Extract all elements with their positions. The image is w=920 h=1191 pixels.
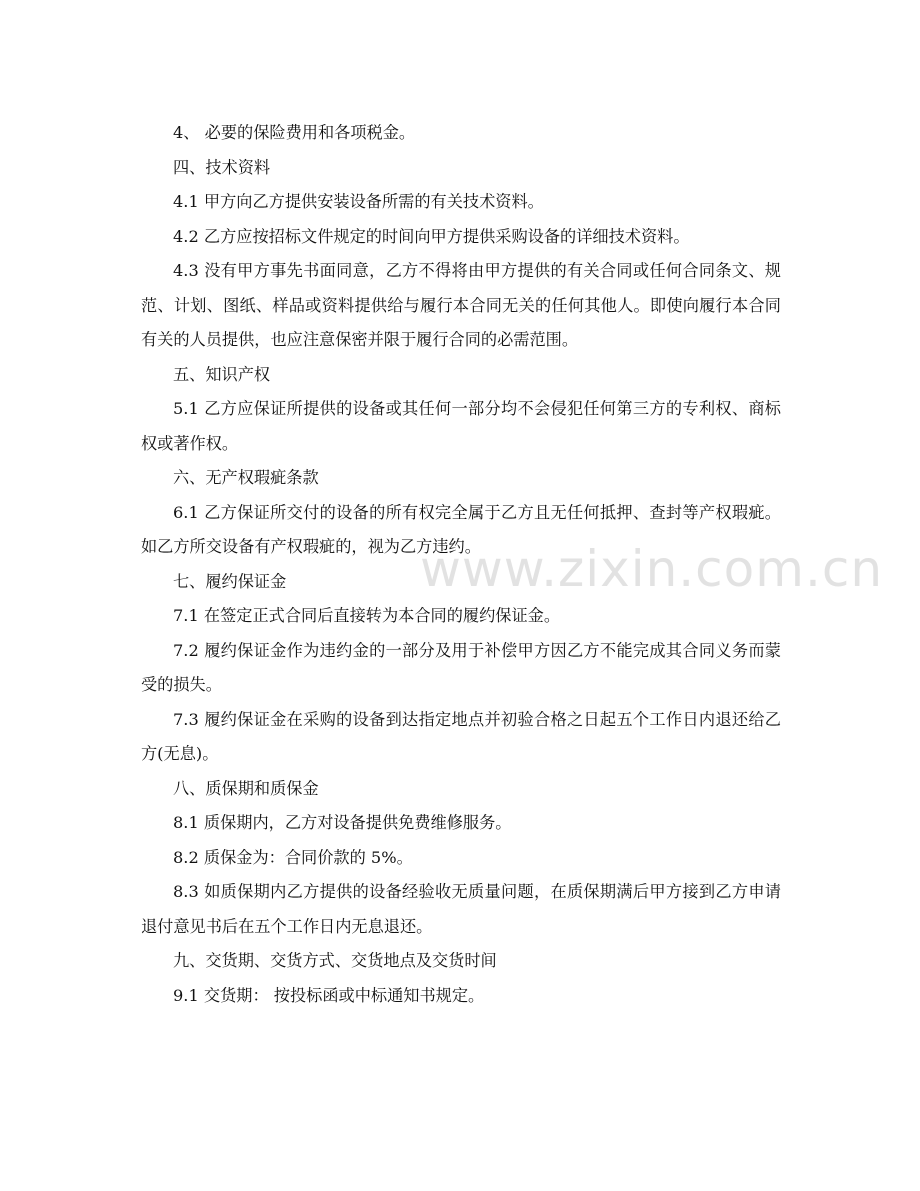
list-item-tax: 4、 必要的保险费用和各项税金。 [173,123,416,142]
section-heading-performance-bond: 七、履约保证金 [173,571,287,591]
clause-4-1: 4.1 甲方向乙方提供安装设备所需的有关技术资料。 [173,192,544,211]
clause-6-1: 6.1 乙方保证所交付的设备的所有权完全属于乙方且无任何抵押、查封等产权瑕疵。如乙方所交设备有产权瑕疵的，视为乙方违约。 [141,502,781,556]
clause-7-2: 7.2 履约保证金作为违约金的一部分及用于补偿甲方因乙方不能完成其合同义务而蒙受的损失。 [141,640,781,694]
section-heading-warranty: 八、质保期和质保金 [173,778,319,798]
section-heading-no-title-defect: 六、无产权瑕疵条款 [173,468,319,487]
watermark-text: www.zixin.com.cn [420,540,884,598]
clause-4-3: 4.3 没有甲方事先书面同意，乙方不得将由甲方提供的有关合同或任何合同条文、规范、计划、图纸、样品或资料提供给与履行本合同无关的任何其他人。即使向履行本合同有关的人员提供，也应注意保密并限于履行合同的必需范围。 [141,261,781,349]
clause-5-1: 5.1 乙方应保证所提供的设备或其任何一部分均不会侵犯任何第三方的专利权、商标权或著作权。 [141,399,781,453]
section-heading-delivery: 九、交货期、交货方式、交货地点及交货时间 [173,951,497,970]
clause-9-1: 9.1 交货期： 按投标函或中标通知书规定。 [173,985,485,1005]
clause-7-3: 7.3 履约保证金在采购的设备到达指定地点并初验合格之日起五个工作日内退还给乙方(无息)。 [141,709,781,763]
section-heading-intellectual-property: 五、知识产权 [173,364,271,384]
clause-7-1: 7.1 在签定正式合同后直接转为本合同的履约保证金。 [173,606,561,625]
document-body [141,116,781,1013]
clause-4-2: 4.2 乙方应按招标文件规定的时间向甲方提供采购设备的详细技术资料。 [173,226,690,246]
clause-8-2: 8.2 质保金为：合同价款的 5%。 [173,847,413,867]
clause-8-3: 8.3 如质保期内乙方提供的设备经验收无质量问题，在质保期满后甲方接到乙方申请退付意见书后在五个工作日内无息退还。 [141,882,781,936]
section-heading-technical-data: 四、技术资料 [173,157,271,177]
clause-8-1: 8.1 质保期内，乙方对设备提供免费维修服务。 [173,813,512,832]
